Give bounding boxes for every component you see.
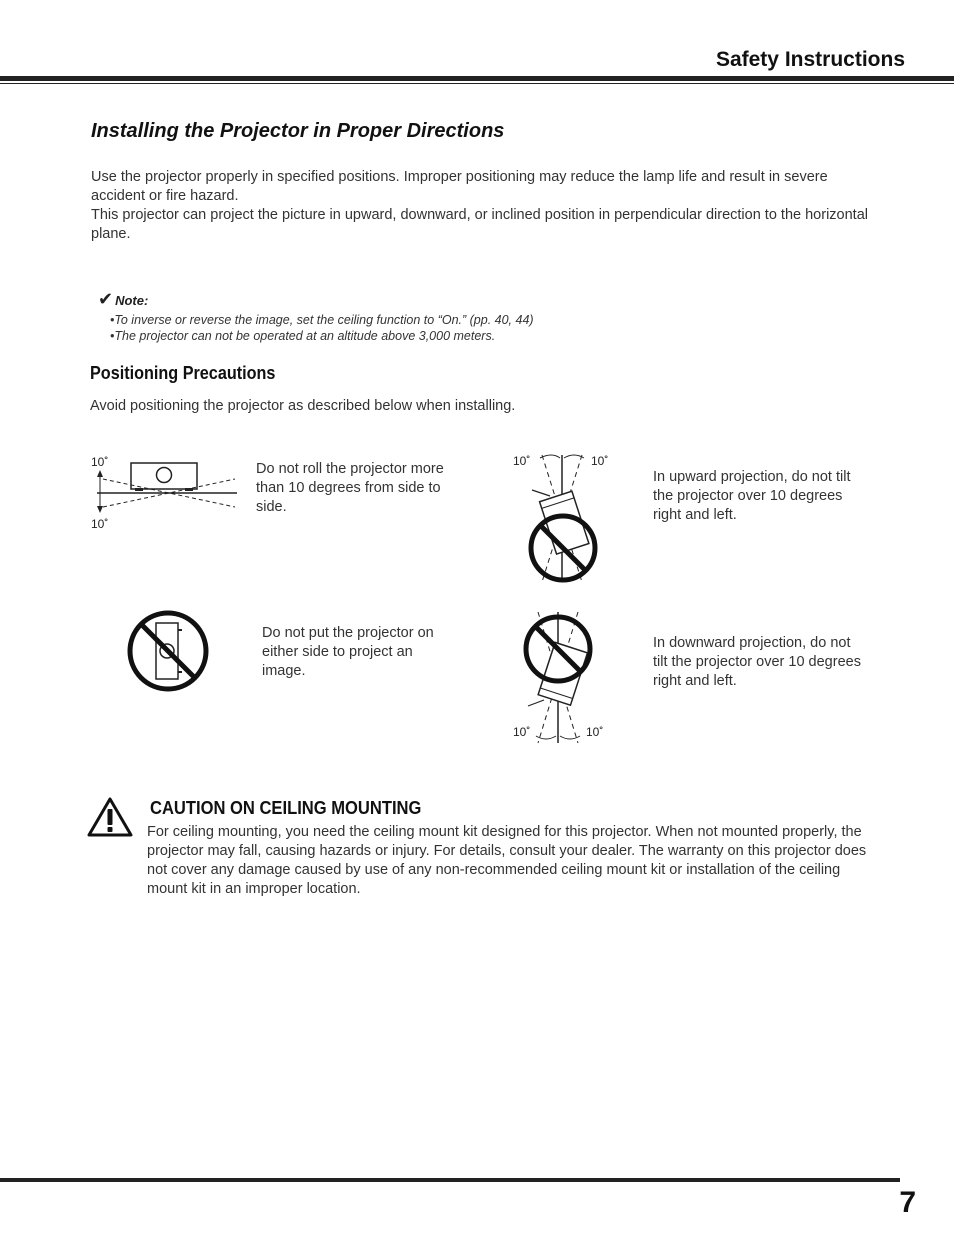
header-title: Safety Instructions (715, 48, 905, 71)
note-item-ceiling: •To inverse or reverse the image, set the ceiling function to “On.” (pp. 40, 44) (110, 313, 534, 327)
positioning-title: Positioning Precautions (90, 363, 276, 383)
header-rule-thin (0, 83, 954, 84)
header-rule (0, 76, 954, 81)
warning-triangle-icon (87, 796, 133, 838)
note-item-altitude: •The projector can not be operated at an altitude above 3,000 meters. (110, 329, 496, 343)
side-description: Do not put the projector on either side to project an image. (262, 625, 434, 679)
roll-projector-illustration (95, 455, 245, 530)
note-heading (98, 289, 148, 310)
note-label: Note: (115, 293, 149, 308)
page-number: 7 (899, 1186, 916, 1219)
downward-angle-right: 10˚ (586, 725, 604, 739)
roll-description: Do not roll the projector more than 10 degrees from side to side. (256, 461, 444, 515)
roll-angle-bottom: 10˚ (91, 517, 109, 531)
upward-angle-right: 10˚ (591, 454, 609, 468)
caution-title: CAUTION ON CEILING MOUNTING (150, 798, 422, 818)
downward-tilt-illustration (520, 608, 610, 748)
positioning-intro: Avoid positioning the projector as described below when installing. (90, 398, 516, 414)
side-placement-illustration (126, 608, 212, 694)
intro-paragraph-2: This projector can project the picture in upward, downward, or inclined position in perpendicular direction to the horizontal plane. (91, 207, 868, 242)
upward-tilt-illustration (520, 450, 610, 585)
downward-angle-left: 10˚ (513, 725, 531, 739)
footer-rule (0, 1178, 900, 1182)
caution-text: For ceiling mounting, you need the ceiling mount kit designed for this projector. When not mounted properly, the projector may fall, causing hazards or injury. For details, consult your dealer. The warranty on this projector does not cover any damage caused by use of any non-recommended ceiling mount kit or installation of the ceiling mount kit in an improper location. (147, 824, 867, 897)
downward-description: In downward projection, do not tilt the projector over 10 degrees right and left. (653, 635, 861, 689)
checkmark-icon: ✔ (98, 289, 114, 309)
section-title: Installing the Projector in Proper Directions (91, 120, 505, 142)
upward-angle-left: 10˚ (513, 454, 531, 468)
roll-angle-top: 10˚ (91, 455, 109, 469)
intro-paragraph-1: Use the projector properly in specified positions. Improper positioning may reduce the lamp life and result in severe accident or fire hazard. (91, 169, 828, 204)
upward-description: In upward projection, do not tilt the projector over 10 degrees right and left. (653, 469, 851, 523)
